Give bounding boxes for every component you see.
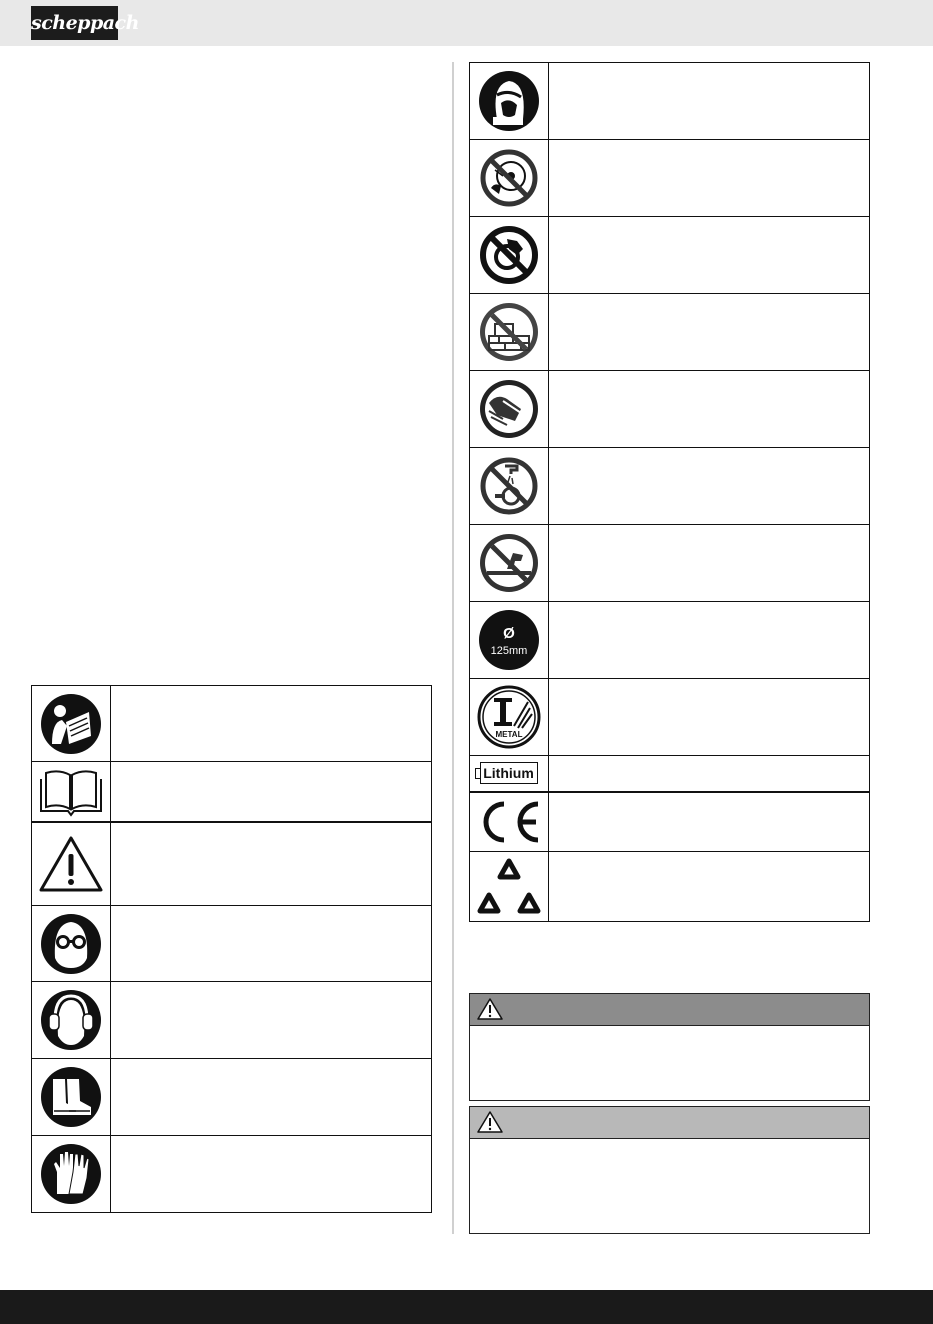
symbol-description bbox=[549, 448, 870, 525]
symbol-description bbox=[549, 140, 870, 217]
symbol-cell bbox=[32, 1136, 111, 1213]
symbol-description bbox=[111, 906, 432, 982]
ear-protection-icon bbox=[39, 988, 103, 1052]
symbol-row bbox=[470, 852, 870, 922]
symbol-cell bbox=[32, 1059, 111, 1136]
symbol-cell bbox=[470, 602, 549, 679]
symbol-cell bbox=[470, 792, 549, 852]
symbol-description bbox=[549, 525, 870, 602]
symbol-cell bbox=[32, 822, 111, 906]
symbol-cell bbox=[32, 686, 111, 762]
diameter-symbol: Ø bbox=[503, 625, 515, 642]
warning-header bbox=[470, 1107, 869, 1139]
safety-boots-icon bbox=[39, 1065, 103, 1129]
right-symbol-table bbox=[469, 62, 870, 922]
open-book-icon bbox=[37, 765, 105, 817]
symbol-description bbox=[111, 686, 432, 762]
symbol-cell bbox=[32, 762, 111, 822]
warning-triangle-icon bbox=[38, 834, 104, 894]
left-symbol-table bbox=[31, 685, 432, 1213]
metal-material-icon bbox=[476, 684, 542, 750]
lithium-battery-icon bbox=[480, 762, 538, 784]
symbol-row bbox=[470, 217, 870, 294]
symbol-cell bbox=[470, 217, 549, 294]
symbol-description bbox=[549, 792, 870, 852]
no-masonry-icon bbox=[477, 300, 541, 364]
ce-mark-icon bbox=[474, 798, 544, 846]
page-footer bbox=[0, 1290, 933, 1324]
symbol-row bbox=[470, 448, 870, 525]
column-divider bbox=[452, 62, 454, 1234]
symbol-row bbox=[470, 792, 870, 852]
symbol-row bbox=[470, 602, 870, 679]
symbol-cell bbox=[470, 63, 549, 140]
symbol-description bbox=[111, 1059, 432, 1136]
symbol-row bbox=[32, 906, 432, 982]
symbol-cell bbox=[470, 756, 549, 792]
symbol-cell bbox=[470, 448, 549, 525]
symbol-cell bbox=[470, 679, 549, 756]
symbol-description bbox=[549, 63, 870, 140]
symbol-description bbox=[549, 852, 870, 922]
no-water-cooling-icon bbox=[477, 454, 541, 518]
symbol-description bbox=[549, 371, 870, 448]
symbol-row bbox=[470, 140, 870, 217]
symbol-cell bbox=[32, 906, 111, 982]
symbol-description bbox=[111, 982, 432, 1059]
symbol-row bbox=[470, 294, 870, 371]
brand-logo: scheppach bbox=[31, 6, 118, 40]
recycling-triangle-icon bbox=[476, 857, 542, 917]
symbol-description bbox=[549, 294, 870, 371]
warning-triangle-icon bbox=[476, 997, 504, 1021]
lithium-label: Lithium bbox=[483, 765, 534, 782]
symbol-cell bbox=[32, 982, 111, 1059]
symbol-row bbox=[470, 63, 870, 140]
two-hand-operation-icon bbox=[477, 377, 541, 441]
symbol-description bbox=[549, 756, 870, 792]
symbol-row bbox=[32, 982, 432, 1059]
warning-box bbox=[469, 1106, 870, 1234]
no-side-grinding-icon bbox=[477, 531, 541, 595]
eye-protection-icon bbox=[39, 912, 103, 976]
symbol-cell bbox=[470, 140, 549, 217]
warning-triangle-icon bbox=[476, 1110, 504, 1134]
symbol-row bbox=[470, 525, 870, 602]
symbol-row bbox=[32, 1136, 432, 1213]
no-hand-contact-icon bbox=[477, 223, 541, 287]
symbol-description bbox=[111, 1136, 432, 1213]
warning-header bbox=[470, 994, 869, 1026]
symbol-description bbox=[111, 822, 432, 906]
symbol-description bbox=[549, 217, 870, 294]
safety-gloves-icon bbox=[39, 1142, 103, 1206]
disc-diameter-icon bbox=[477, 608, 541, 672]
symbol-cell bbox=[470, 525, 549, 602]
disc-size-label: 125mm bbox=[490, 645, 528, 657]
symbol-row bbox=[470, 371, 870, 448]
symbol-row bbox=[32, 822, 432, 906]
metal-label: METAL bbox=[495, 730, 523, 739]
symbol-row bbox=[32, 762, 432, 822]
symbol-cell bbox=[470, 852, 549, 922]
symbol-row bbox=[32, 1059, 432, 1136]
symbol-row bbox=[470, 756, 870, 792]
symbol-description bbox=[549, 602, 870, 679]
symbol-description bbox=[111, 762, 432, 822]
symbol-row bbox=[32, 686, 432, 762]
no-damaged-disc-icon bbox=[477, 146, 541, 210]
read-manual-icon bbox=[39, 692, 103, 756]
symbol-row bbox=[470, 679, 870, 756]
symbol-cell bbox=[470, 294, 549, 371]
page-header bbox=[0, 0, 933, 46]
dust-mask-icon bbox=[477, 69, 541, 133]
symbol-cell bbox=[470, 371, 549, 448]
symbol-description bbox=[549, 679, 870, 756]
warning-box bbox=[469, 993, 870, 1101]
